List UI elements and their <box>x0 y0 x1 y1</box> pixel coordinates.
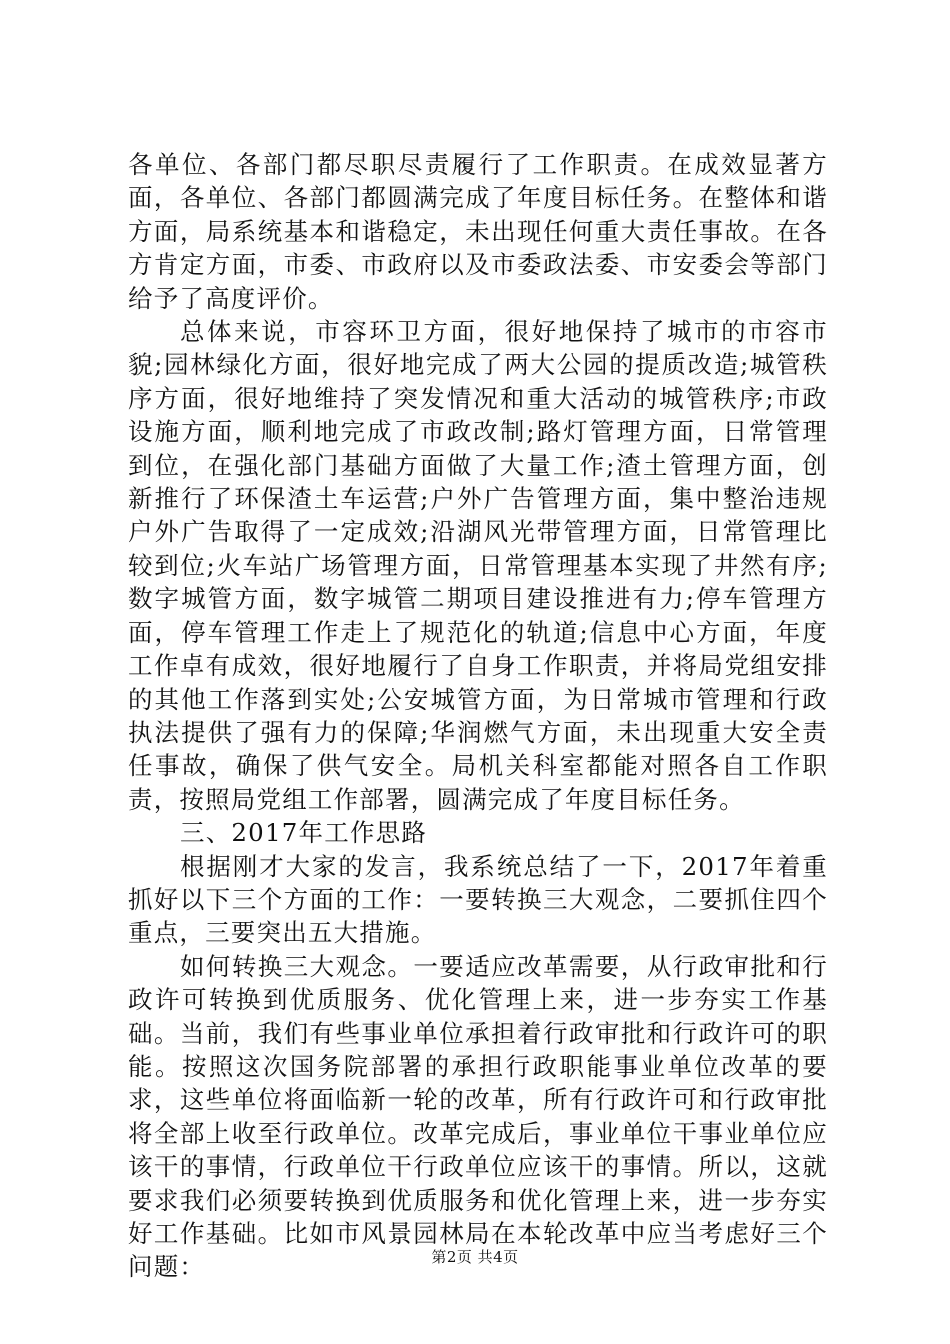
page-footer: 第2页 共4页 <box>431 1248 519 1266</box>
section-heading: 三、2017年工作思路 <box>180 818 428 848</box>
paragraph-concepts: 如何转换三大观念。一要适应改革需要，从行政审批和行政许可转换到优质服务、优化管理上来，进一步夯实工作基础。当前，我们有些事业单位承担着行政审批和行政许可的职能。按照这次国务院部署的承担行政职能事业单位改革的要求，这些单位将面临新一轮的改革，所有行政许可和行政审批将全部上收至行政单位。改革完成后，事业单位干事业单位应该干的事情，行政单位干行政单位应该干的事情。所以，这就要求我们必须要转换到优质服务和优化管理上来，进一步夯实好工作基础。比如市风景园林局在本轮改革中应当考虑好三个问题： <box>128 951 828 1282</box>
document-body <box>128 148 828 1284</box>
paragraph-intro: 根据刚才大家的发言，我系统总结了一下，2017年着重抓好以下三个方面的工作：一要转换三大观念，二要抓住四个重点，三要突出五大措施。 <box>128 851 828 948</box>
paragraph-continuation: 各单位、各部门都尽职尽责履行了工作职责。在成效显著方面，各单位、各部门都圆满完成了年度目标任务。在整体和谐方面，局系统基本和谐稳定，未出现任何重大责任事故。在各方肯定方面，市委、市政府以及市委政法委、市安委会等部门给予了高度评价。 <box>128 150 828 313</box>
paragraph-summary: 总体来说，市容环卫方面，很好地保持了城市的市容市貌;园林绿化方面，很好地完成了两大公园的提质改造;城管秩序方面，很好地维持了突发情况和重大活动的城管秩序;市政设施方面，顺利地完成了市政改制;路灯管理方面，日常管理到位，在强化部门基础方面做了大量工作;渣土管理方面，创新推行了环保渣土车运营;户外广告管理方面，集中整治违规户外广告取得了一定成效;沿湖风光带管理方面，日常管理比较到位;火车站广场管理方面，日常管理基本实现了井然有序;数字城管方面，数字城管二期项目建设推进有力;停车管理方面，停车管理工作走上了规范化的轨道;信息中心方面，年度工作卓有成效，很好地履行了自身工作职责，并将局党组安排的其他工作落到实处;公安城管方面，为日常城市管理和行政执法提供了强有力的保障;华润燃气方面，未出现重大安全责任事故，确保了供气安全。局机关科室都能对照各自工作职责，按照局党组工作部署，圆满完成了年度目标任务。 <box>128 317 828 814</box>
